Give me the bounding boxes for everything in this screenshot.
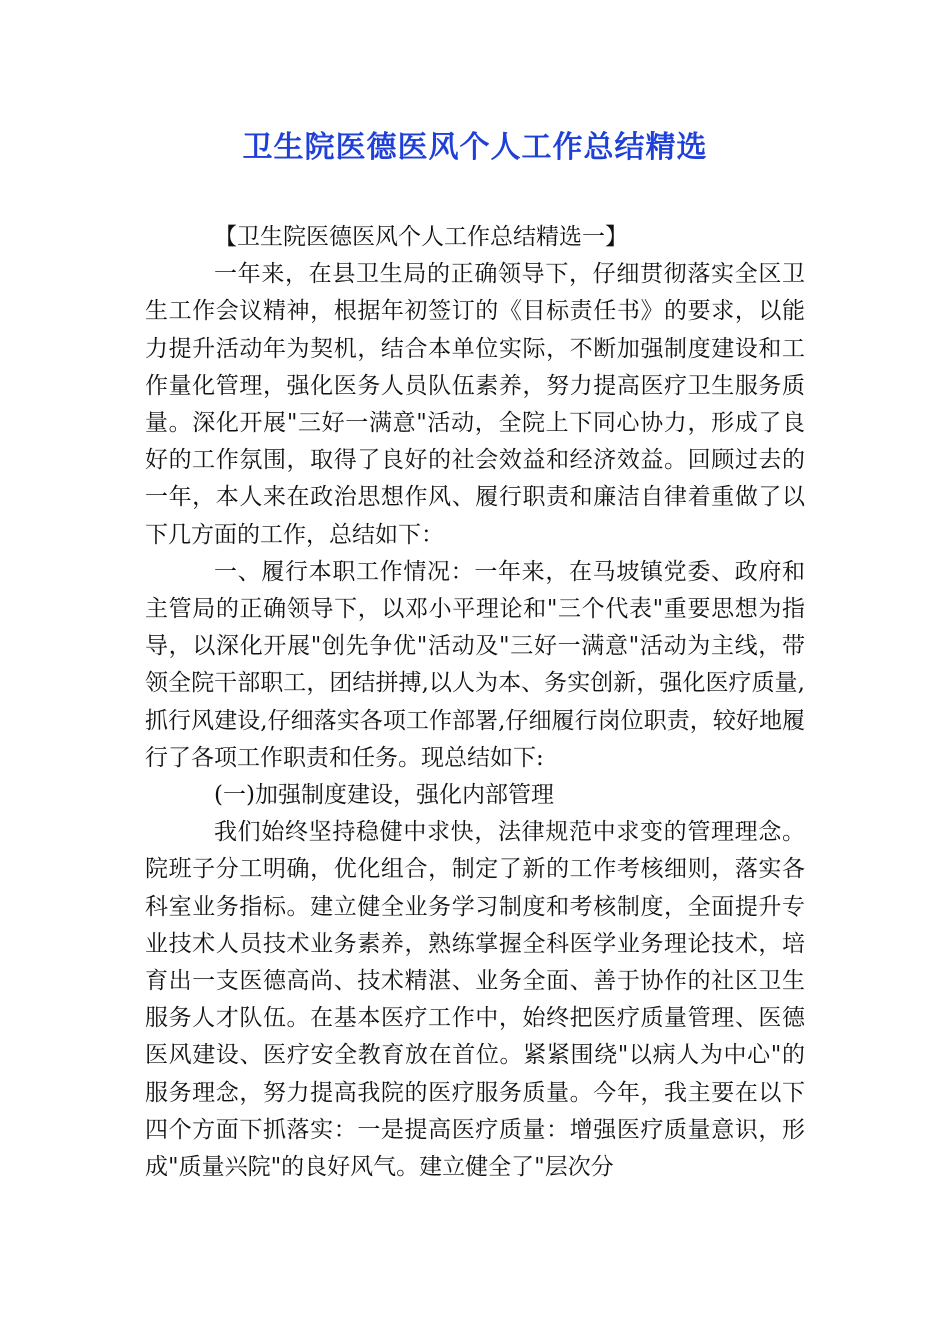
paragraph: 一、履行本职工作情况：一年来，在马坡镇党委、政府和主管局的正确领导下，以邓小平理论和"三个代表"重要思想为指导，以深化开展"创先争优"活动及"三好一满意"活动为主线，带领全院干部职工，团结拼搏,以人为本、务实创新，强化医疗质量,抓行风建设,仔细落实各项工作部署,仔细履行岗位职责，较好地履行了各项工作职责和任务。现总结如下: <box>145 558 805 771</box>
paragraph: 我们始终坚持稳健中求快，法律规范中求变的管理理念。院班子分工明确，优化组合，制定了新的工作考核细则，落实各科室业务指标。建立健全业务学习制度和考核制度，全面提升专业技术人员技术业务素养，熟练掌握全科医学业务理论技术，培育出一支医德高尚、技术精湛、业务全面、善于协作的社区卫生服务人才队伍。在基本医疗工作中，始终把医疗质量管理、医德医风建设、医疗安全教育放在首位。紧紧围绕"以病人为中心"的服务理念，努力提高我院的医疗服务质量。今年，我主要在以下四个方面下抓落实：一是提高医疗质量：增强医疗质量意识，形成"质量兴院"的良好风气。建立健全了"层次分 <box>145 819 805 1181</box>
section-heading: 【卫生院医德医风个人工作总结精选一】 <box>214 224 628 250</box>
paragraph: 一年来，在县卫生局的正确领导下，仔细贯彻落实全区卫生工作会议精神，根据年初签订的《目标责任书》的要求，以能力提升活动年为契机，结合本单位实际，不断加强制度建设和工作量化管理，强化医务人员队伍素养，努力提高医疗卫生服务质量。深化开展"三好一满意"活动，全院上下同心协力，形成了良好的工作氛围，取得了良好的社会效益和经济效益。回顾过去的一年，本人来在政治思想作风、履行职责和廉洁自律着重做了以下几方面的工作，总结如下： <box>145 261 805 548</box>
document-body <box>145 219 805 1186</box>
subsection-heading: (一)加强制度建设，强化内部管理 <box>214 782 554 809</box>
document-title: 卫生院医德医风个人工作总结精选 <box>242 130 708 165</box>
